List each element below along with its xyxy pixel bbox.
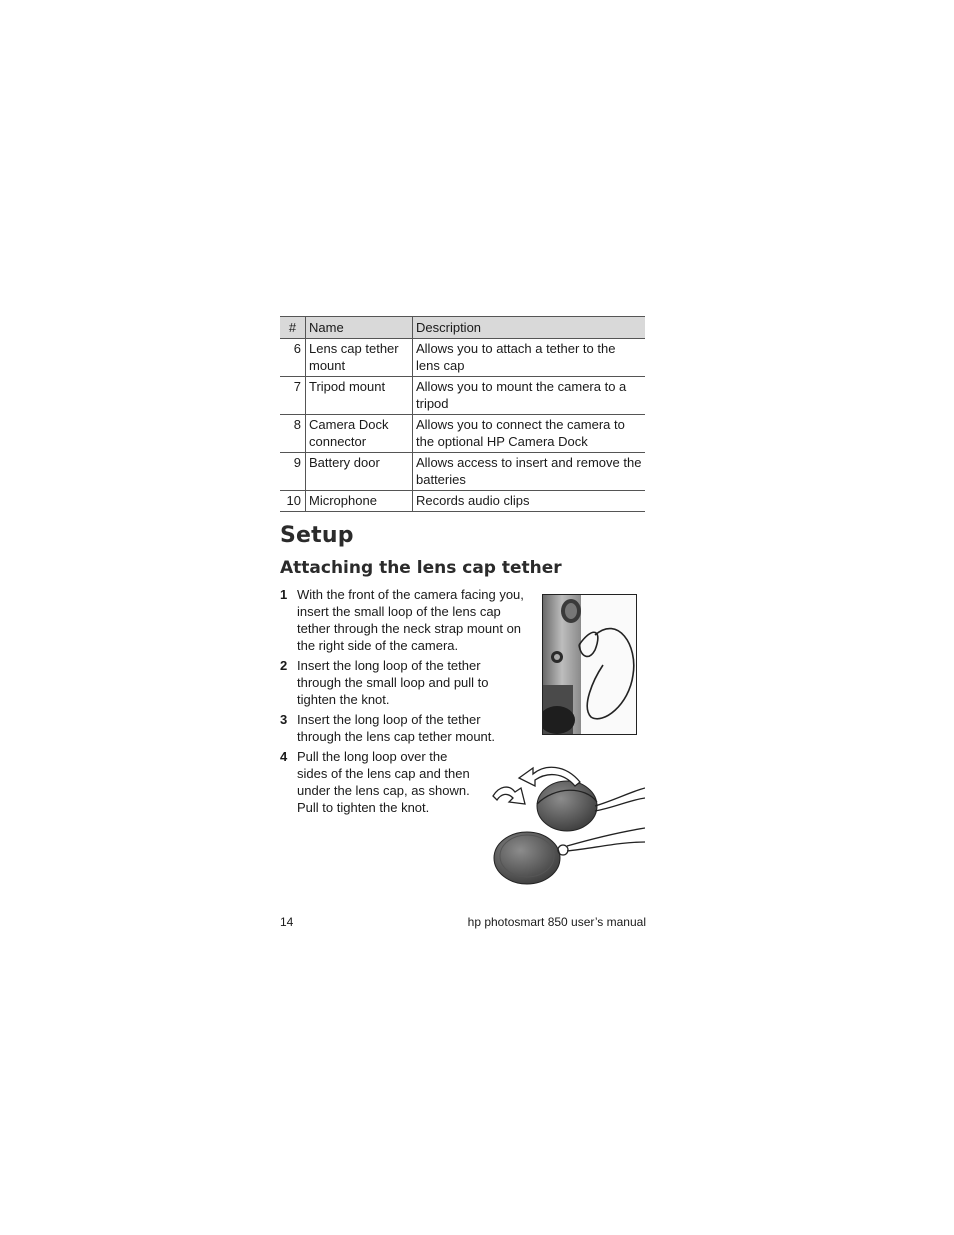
page-number: 14 <box>280 915 294 929</box>
camera-tether-icon <box>543 595 636 734</box>
row-number: 8 <box>280 415 306 453</box>
page-footer <box>280 915 646 929</box>
lens-cap-icon <box>485 756 645 886</box>
list-item <box>280 711 530 745</box>
step-number: 1 <box>280 587 288 602</box>
subsection-heading: Attaching the lens cap tether <box>280 558 562 578</box>
step-text: Insert the long loop of the tether through the small loop and pull to tighten the knot. <box>297 658 489 707</box>
header-description: Description <box>413 317 646 339</box>
table-row <box>280 491 645 512</box>
table-row <box>280 453 645 491</box>
table-row <box>280 415 645 453</box>
row-number: 9 <box>280 453 306 491</box>
list-item <box>280 586 530 654</box>
row-name: Microphone <box>306 491 413 512</box>
table-header-row <box>280 317 645 339</box>
list-item <box>280 657 530 708</box>
row-name: Camera Dock connector <box>306 415 413 453</box>
row-description: Allows access to insert and remove the batteries <box>413 453 646 491</box>
step-text: With the front of the camera facing you, insert the small loop of the lens cap tether through the neck strap mount on the right side of the camera. <box>297 587 524 653</box>
row-name: Battery door <box>306 453 413 491</box>
header-number: # <box>280 317 306 339</box>
row-name: Lens cap tether mount <box>306 339 413 377</box>
row-number: 7 <box>280 377 306 415</box>
row-description: Allows you to connect the camera to the optional HP Camera Dock <box>413 415 646 453</box>
lens-cap-illustration <box>485 756 645 886</box>
camera-tether-illustration <box>542 594 637 735</box>
step-text: Insert the long loop of the tether through the lens cap tether mount. <box>297 712 496 744</box>
row-description: Allows you to mount the camera to a tripod <box>413 377 646 415</box>
row-description: Allows you to attach a tether to the lens cap <box>413 339 646 377</box>
table-row <box>280 339 645 377</box>
step-number: 2 <box>280 658 288 673</box>
section-heading: Setup <box>280 523 354 548</box>
parts-table <box>280 316 645 512</box>
step-number: 4 <box>280 749 288 764</box>
row-number: 6 <box>280 339 306 377</box>
row-name: Tripod mount <box>306 377 413 415</box>
step-number: 3 <box>280 712 288 727</box>
table-row <box>280 377 645 415</box>
step-text: Pull the long loop over the sides of the lens cap and then under the lens cap, as shown. Pull to tighten the knot. <box>297 749 470 815</box>
row-number: 10 <box>280 491 306 512</box>
row-description: Records audio clips <box>413 491 646 512</box>
header-name: Name <box>306 317 413 339</box>
manual-page <box>280 316 646 815</box>
manual-title: hp photosmart 850 user’s manual <box>467 915 646 929</box>
